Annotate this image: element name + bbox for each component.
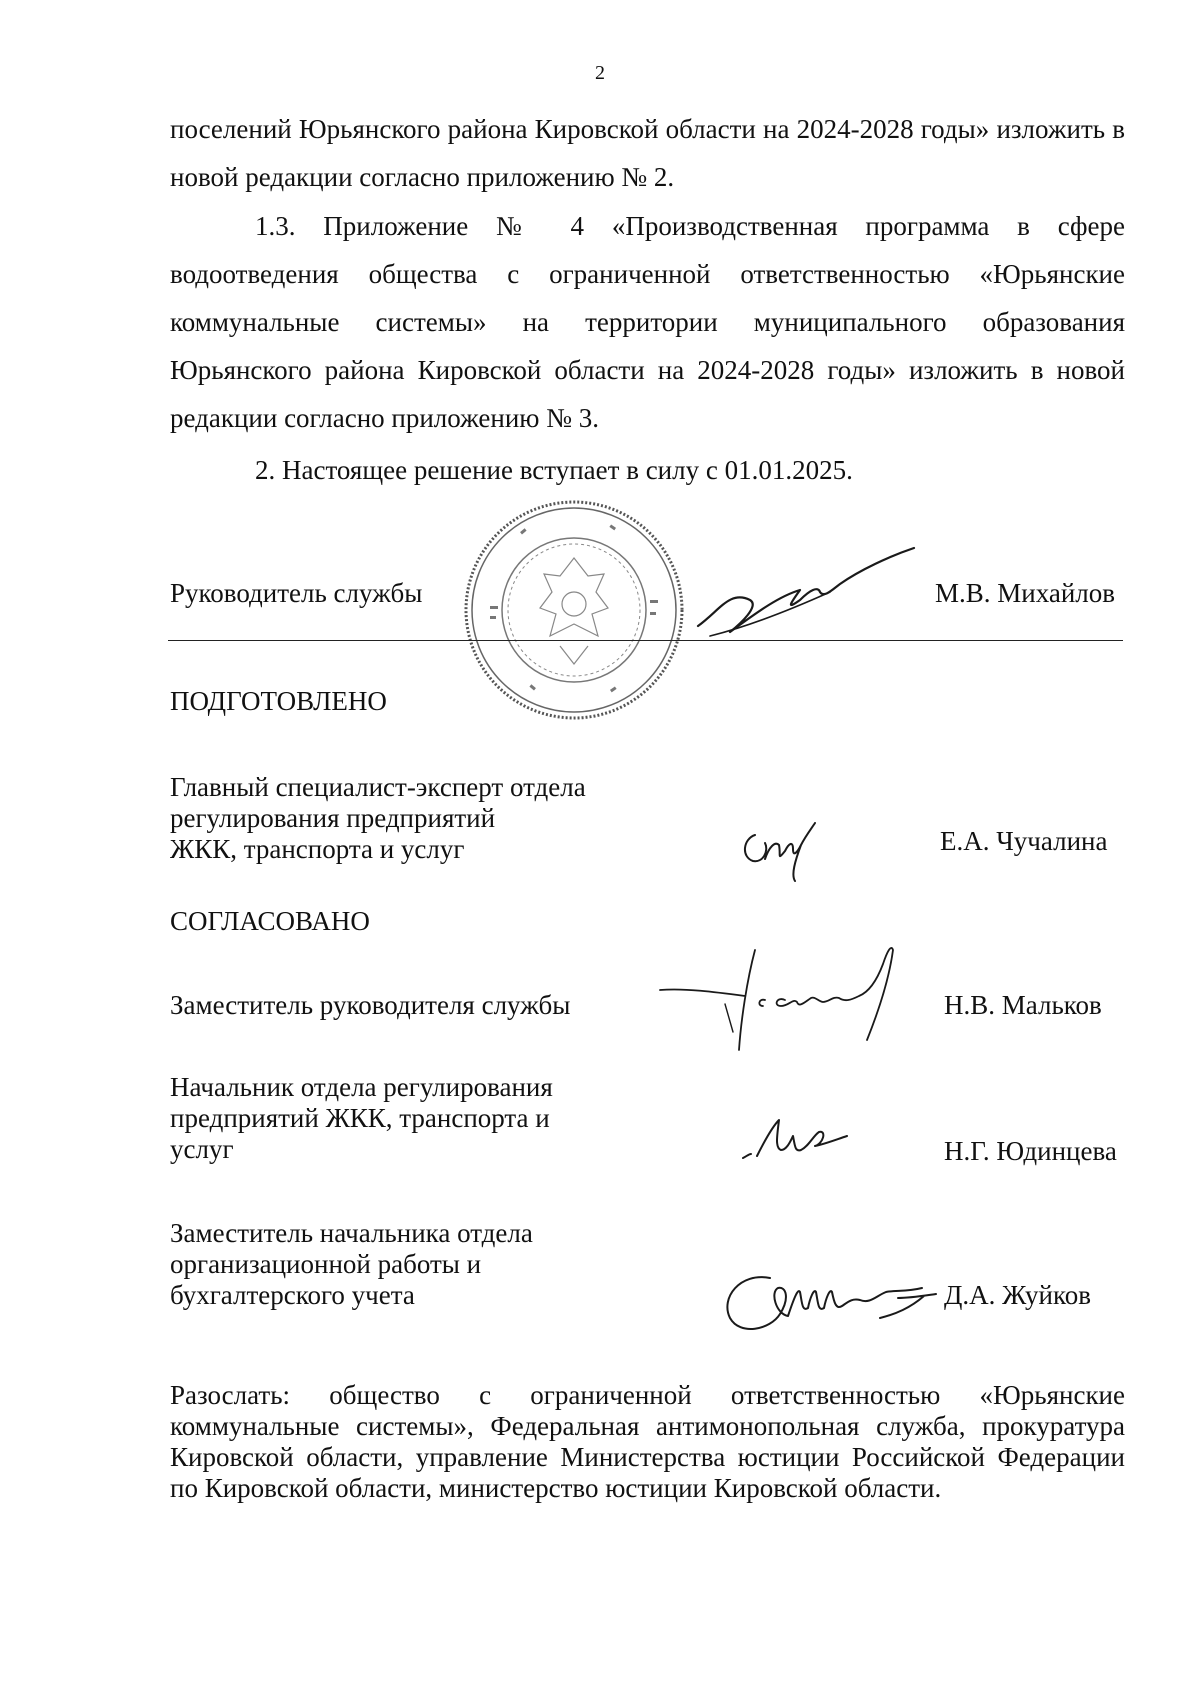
signer-3-name: Д.А. Жуйков: [944, 1280, 1091, 1310]
paragraph-continuation: поселений Юрьянского района Кировской области на 2024-2028 годы» изложить в новой редакции согласно приложению № 2.: [170, 114, 1125, 192]
signer-position-line: Начальник отдела регулирования: [170, 1072, 553, 1102]
agreed-signer-2-position: [170, 1072, 553, 1165]
signer-position-line: бухгалтерского учета: [170, 1280, 415, 1310]
signer-position-line: услуг: [170, 1134, 234, 1164]
signer-position-line: организационной работы и: [170, 1249, 482, 1279]
signature-divider: [168, 640, 1123, 641]
signer-1-handwritten-signature: [655, 940, 955, 1060]
signer-2-name: Н.Г. Юдинцева: [944, 1136, 1117, 1166]
distribution-list: Разослать: общество с ограниченной ответственностью «Юрьянские коммунальные системы», Федеральная антимонопольная служба, прокуратура Кировской области, управление Министерства юстиции Российской Федерации по Кировской области, министерство юстиции Кировской области.: [170, 1380, 1125, 1503]
official-seal: [460, 496, 688, 724]
prepared-position-line: Главный специалист-эксперт отдела: [170, 772, 586, 802]
agreed-signer-3-position: [170, 1218, 533, 1311]
signer-position-line: Заместитель начальника отдела: [170, 1218, 533, 1248]
prepared-handwritten-signature: [735, 815, 825, 885]
signer-3-handwritten-signature: [710, 1258, 950, 1348]
signer-2-handwritten-signature: [735, 1110, 855, 1170]
page-number: 2: [595, 62, 605, 84]
agreed-heading: СОГЛАСОВАНО: [170, 906, 370, 936]
prepared-position-line: регулирования предприятий: [170, 803, 496, 833]
prepared-heading: ПОДГОТОВЛЕНО: [170, 686, 387, 716]
head-handwritten-signature: [690, 540, 920, 650]
prepared-position: [170, 772, 586, 865]
prepared-name: Е.А. Чучалина: [940, 826, 1108, 856]
paragraph-2: 2. Настоящее решение вступает в силу с 01.01.2025.: [255, 455, 853, 485]
prepared-position-line: ЖКК, транспорта и услуг: [170, 834, 465, 864]
head-title: Руководитель службы: [170, 578, 423, 608]
paragraph-1-3: 1.3. Приложение № 4 «Производственная программа в сфере водоотведения общества с ограниченной ответственностью «Юрьянские коммунальные системы» на территории муниципального образования Юрьянского района Кировской области на 2024-2028 годы» изложить в новой редакции согласно приложению № 3.: [170, 211, 1125, 433]
agreed-signer-1-position: [170, 990, 570, 1021]
head-name: М.В. Михайлов: [935, 578, 1116, 608]
signer-1-name: Н.В. Мальков: [944, 990, 1102, 1020]
signer-position-line: Заместитель руководителя службы: [170, 990, 571, 1020]
signer-position-line: предприятий ЖКК, транспорта и: [170, 1103, 550, 1133]
